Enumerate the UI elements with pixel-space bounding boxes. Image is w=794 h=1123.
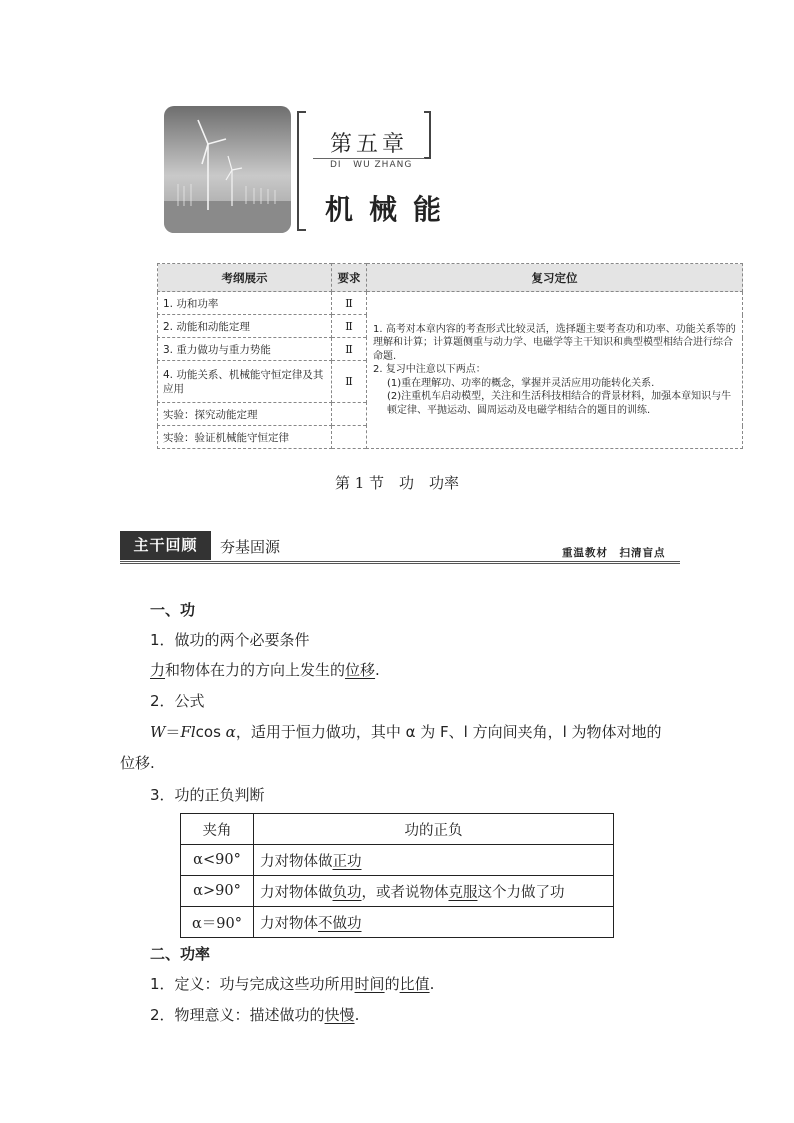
answer-ratio: 比值 [399, 975, 430, 993]
sign-table-row [181, 876, 614, 907]
syllabus-item: 3. 重力做功与重力势能 [158, 338, 332, 361]
sign-table-row [181, 907, 614, 938]
syllabus-item: 2. 动能和动能定理 [158, 315, 332, 338]
banner-subtitle: 夯基固源 [220, 538, 281, 556]
syllabus-item: 实验：验证机械能守恒定律 [158, 426, 332, 449]
chapter-name: 机械能 [325, 193, 458, 226]
requirement-level: Ⅱ [332, 315, 367, 338]
review-point: 1. 高考对本章内容的考查形式比较灵活，选择题主要考查功和功率、功能关系等的理解和计算；计算题侧重与动力学、电磁学等主干知识和典型模型相结合进行综合命题. [373, 323, 736, 362]
heading-work: 一、功 [150, 601, 196, 619]
sign-table-header [181, 814, 614, 845]
requirement-level [332, 403, 367, 426]
review-subpoint: (1)重在理解功、功率的概念，掌握并灵活应用功能转化关系. [387, 377, 655, 389]
formula-continued: 位移. [120, 754, 155, 772]
syllabus-item: 实验：探究动能定理 [158, 403, 332, 426]
chapter-divider [313, 158, 425, 159]
conditions-text: 力和物体在力的方向上发生的位移. [150, 661, 380, 679]
work-sign-table [180, 813, 614, 938]
wind-turbine-photo [164, 106, 291, 233]
header-review: 复习定位 [367, 264, 743, 292]
syllabus-item: 1. 功和功率 [158, 292, 332, 315]
answer-rate: 快慢 [324, 1006, 355, 1024]
item-sign: 3．功的正负判断 [150, 786, 265, 804]
header-syllabus: 考纲展示 [158, 264, 332, 292]
section-title: 第 1 节 功 功率 [334, 474, 460, 492]
review-subpoint: (2)注重机车启动模型，关注和生活科技相结合的背景材料，加强本章知识与牛顿定律、平抛运动、圆周运动及电磁学相结合的题目的训练. [387, 391, 732, 416]
power-definition: 1．定义：功与完成这些功所用时间的比值. [150, 975, 435, 993]
sign-result: 力对物体做负功，或者说物体克服这个力做了功 [254, 876, 614, 907]
review-point: 2. 复习中注意以下两点： [373, 364, 486, 376]
banner-rule [120, 561, 680, 564]
banner-motto: 重温教材 扫清盲点 [562, 547, 666, 559]
item-conditions: 1．做功的两个必要条件 [150, 631, 310, 649]
sign-result: 力对物体做正功 [254, 845, 614, 876]
answer-time: 时间 [354, 975, 385, 993]
angle-condition: α＝90° [181, 907, 254, 938]
review-notes [367, 292, 743, 449]
power-meaning: 2．物理意义：描述做功的快慢. [150, 1006, 360, 1024]
angle-condition: α<90° [181, 845, 254, 876]
answer-positive-work: 正功 [332, 853, 362, 870]
angle-condition: α>90° [181, 876, 254, 907]
sign-result: 力对物体不做功 [254, 907, 614, 938]
syllabus-row [158, 292, 743, 315]
header-requirement: 要求 [332, 264, 367, 292]
header-sign: 功的正负 [254, 814, 614, 845]
sign-table-row [181, 845, 614, 876]
requirement-level [332, 426, 367, 449]
work-formula: W＝Flcos α [150, 723, 236, 741]
answer-displacement: 位移 [345, 661, 376, 679]
requirement-level: Ⅱ [332, 361, 367, 403]
banner-label: 主干回顾 [120, 531, 211, 560]
syllabus-item: 4. 功能关系、机械能守恒定律及其应用 [158, 361, 332, 403]
chapter-pinyin: DI WU ZHANG [330, 160, 413, 170]
answer-force: 力 [150, 661, 166, 679]
syllabus-table [157, 263, 743, 449]
chapter-bracket-right [424, 111, 431, 159]
item-formula: 2．公式 [150, 692, 205, 710]
chapter-number: 第五章 [330, 132, 409, 157]
syllabus-header-row [158, 264, 743, 292]
requirement-level: Ⅱ [332, 292, 367, 315]
answer-negative-work: 负功 [332, 884, 362, 901]
requirement-level: Ⅱ [332, 338, 367, 361]
formula-text: W＝Flcos α，适用于恒力做功，其中 α 为 F、l 方向间夹角，l 为物体对地的 [150, 723, 662, 741]
heading-power: 二、功率 [150, 945, 211, 963]
answer-overcome: 克服 [448, 884, 478, 901]
chapter-bracket-left [297, 111, 306, 231]
header-angle: 夹角 [181, 814, 254, 845]
answer-no-work: 不做功 [318, 915, 362, 932]
